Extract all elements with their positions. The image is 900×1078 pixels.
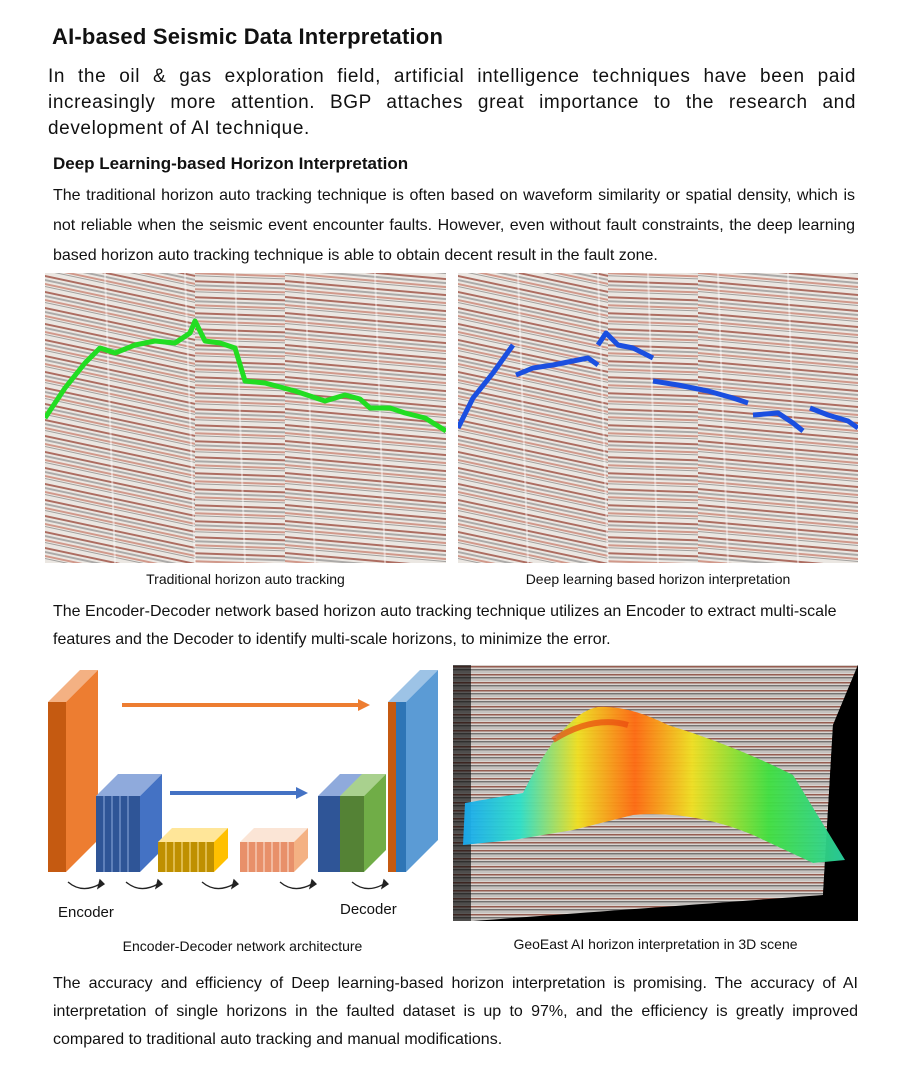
upsample-block — [240, 828, 308, 872]
decoder-block — [318, 774, 386, 872]
section-title: Deep Learning-based Horizon Interpretation — [53, 154, 409, 173]
step-arrows — [68, 880, 388, 889]
bottleneck-block — [158, 828, 228, 872]
encoder-label: Encoder — [58, 904, 114, 921]
traditional-tracking-image — [45, 273, 446, 563]
encoder-block — [96, 774, 162, 872]
arch-caption: Encoder-Decoder network architecture — [122, 938, 363, 954]
decoder-label: Decoder — [340, 901, 397, 918]
traditional-caption: Traditional horizon auto tracking — [146, 571, 345, 587]
paragraph-encoder-decoder: The Encoder-Decoder network based horizon auto tracking technique utilizes an Encoder to extract multi-scale features and the Decoder to identify multi-scale horizons, to minimize the error. — [53, 603, 837, 648]
skip-arrow-top — [122, 699, 370, 711]
paragraph-horizon-tracking: The traditional horizon auto tracking technique is often based on waveform similarity or spatial density, which is not reliable when the seismic event encounter faults. However, even without fault constraints, the deep learning based horizon auto tracking technique is able to obtain decent result in the fault zone. — [53, 187, 855, 264]
encoder-decoder-diagram — [40, 662, 445, 922]
deep-learning-tracking-image — [458, 273, 858, 563]
input-block — [48, 670, 98, 872]
deep-caption: Deep learning based horizon interpretation — [525, 571, 791, 587]
skip-arrow-mid — [170, 787, 308, 799]
geoeast-caption: GeoEast AI horizon interpretation in 3D scene — [513, 936, 798, 952]
intro-paragraph: In the oil & gas exploration field, artificial intelligence techniques have been paid increasingly more attention. BGP attaches great importance to the research and development of AI technique. — [48, 66, 856, 139]
page-title: AI-based Seismic Data Interpretation — [52, 24, 444, 49]
paragraph-accuracy: The accuracy and efficiency of Deep learning-based horizon interpretation is promising. The accuracy of AI interpretation of single horizons in the faulted dataset is up to 97%, and the efficiency is greatly improved compared to traditional auto tracking and manual modifications. — [53, 975, 858, 1048]
geoeast-3d-image — [453, 665, 858, 921]
output-block — [388, 670, 438, 872]
